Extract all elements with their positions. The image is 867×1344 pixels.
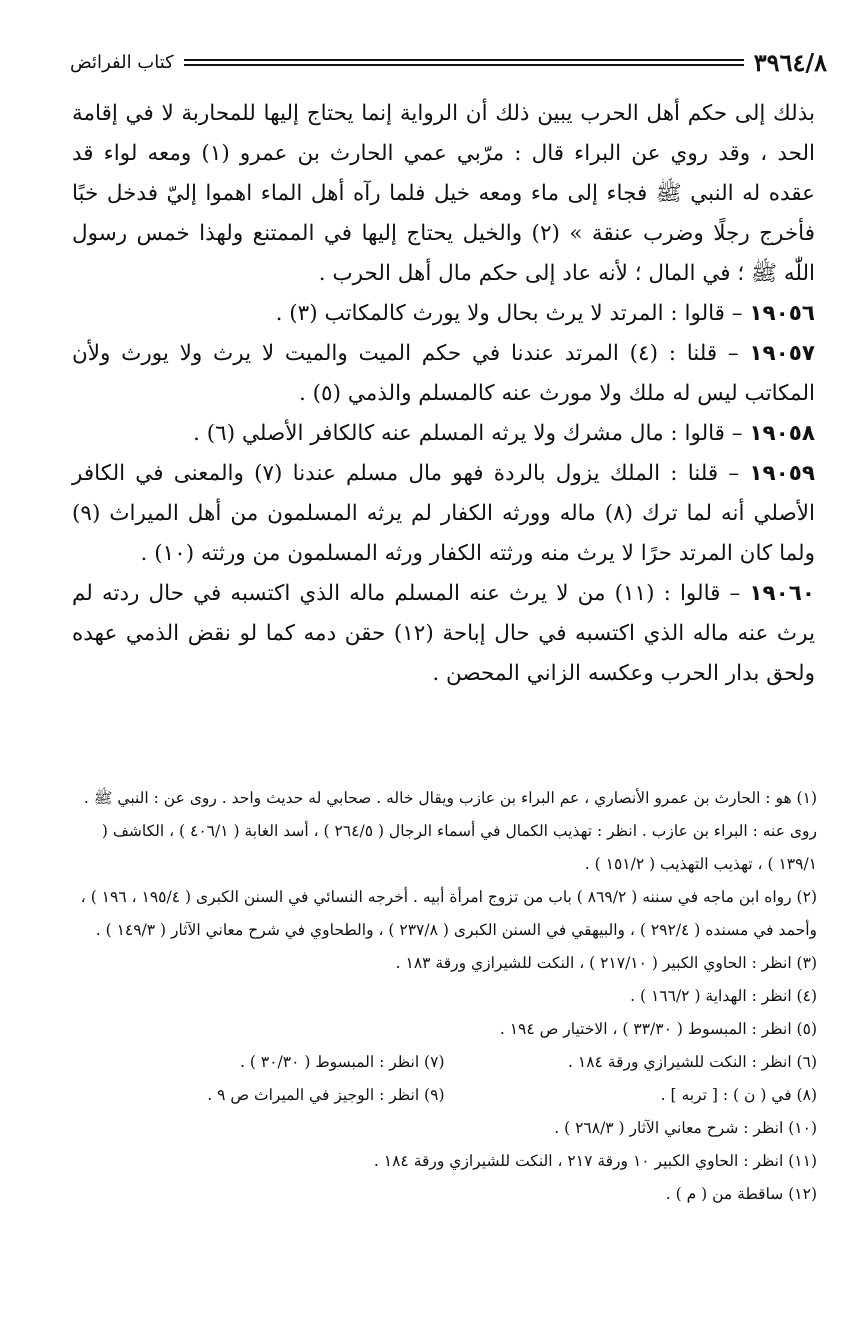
paragraph-number: ١٩٠٦٠ [749,581,815,606]
paragraph-19058 [72,414,815,454]
main-text [72,94,815,694]
paragraph-number: ١٩٠٥٩ [749,461,816,486]
paragraph-intro [72,94,815,294]
paragraph-text: – قالوا : المرتد لا يرث بحال ولا يورث كالمكاتب (٣) . [275,301,750,326]
paragraph-text: بذلك إلى حكم أهل الحرب يبين ذلك أن الرواية إنما يحتاج إليها للمحاربة لا في إقامة الحد ، وقد روي عن البراء قال : مرّبي عمي الحارث بن عمرو (١) ومعه لواء قد عقده له النبي ﷺ فجاء إلى ماء ومعه خيل فلما رآه أهل الماء اهموا إليّ فدخل خبًا فأخرج رجلًا وضرب عنقة » (٢) والخيل يحتاج إليها في الممتنع ولهذا خمس رسول اللّٰه ﷺ ؛ في المال ؛ لأنه عاد إلى حكم مال أهل الحرب . [72,101,816,286]
page-number: ٣٩٦٤/٨ [753,47,827,77]
footnote-9: (٩) انظر : الوجيز في الميراث ص ٩ . [207,1086,445,1104]
footnote-row [72,1079,817,1112]
paragraph-number: ١٩٠٥٧ [749,341,816,366]
paragraph-number: ١٩٠٥٦ [749,301,815,326]
footnote-6: (٦) انظر : النكت للشيرازي ورقة ١٨٤ . [568,1053,817,1071]
paragraph-19057 [72,334,815,414]
footnote-4: (٤) انظر : الهداية ( ١٦٦/٢ ) . [630,987,817,1005]
footnote-1: (١) هو : الحارث بن عمرو الأنصاري ، عم البراء بن عازب ويقال خاله . صحابي له حديث واحد . روى عن : النبي ﷺ . روى عنه : البراء بن عازب . انظر : تهذيب الكمال في أسماء الرجال ( ٢٦٤/٥ ) ، أسد الغابة ( ٤٠٦/١ ) ، الكاشف ( ١٣٩/١ ) ، تهذيب التهذيب ( ١٥١/٢ ) . [83,789,817,873]
paragraph-19059 [72,454,815,574]
footnotes [72,782,817,1211]
header-rule [184,59,744,66]
paragraph-text: – قلنا : (٤) المرتد عندنا في حكم الميت والميت لا يرث ولا يورث ولأن المكاتب ليس له ملك ولا مورث عنه كالمسلم والذمي (٥) . [72,341,815,406]
footnote-12: (١٢) ساقطة من ( م ) . [665,1185,817,1203]
paragraph-text: – قالوا : مال مشرك ولا يرثه المسلم عنه كالكافر الأصلي (٦) . [193,421,750,446]
paragraph-19060 [72,574,815,694]
footnote-7: (٧) انظر : المبسوط ( ٣٠/٣٠ ) . [240,1053,445,1071]
footnote-5: (٥) انظر : المبسوط ( ٣٣/٣٠ ) ، الاختيار ص ١٩٤ . [499,1020,817,1038]
paragraph-19056 [72,294,815,334]
paragraph-text: – قلنا : الملك يزول بالردة فهو مال مسلم عندنا (٧) والمعنى في الكافر الأصلي أنه لما ترك (٨) ماله وورثه الكفار لم يرثه المسلمون من أهل الميراث (٩) ولما كان المرتد حرًا لا يرث منه ورثته الكفار ورثه المسلمون من ورثته (١٠) . [72,461,815,566]
footnote-11: (١١) انظر : الحاوي الكبير ١٠ ورقة ٢١٧ ، النكت للشيرازي ورقة ١٨٤ . [373,1152,817,1170]
footnote-2: (٢) رواه ابن ماجه في سننه ( ٨٦٩/٢ ) باب من تزوج امرأة أبيه . أخرجه النسائي في السنن الكبرى ( ١٩٥/٤ ، ١٩٦ ) ، وأحمد في مسنده ( ٢٩٢/٤ ) ، والبيهقي في السنن الكبرى ( ٢٣٧/٨ ) ، والطحاوي في شرح معاني الآثار ( ١٤٩/٣ ) . [80,888,817,939]
footnote-10: (١٠) انظر : شرح معاني الآثار ( ٢٦٨/٣ ) . [554,1119,817,1137]
page-header [70,42,827,82]
footnote-8: (٨) في ( ن ) : [ تربه ] . [660,1086,817,1104]
book-title: كتاب الفرائض [70,51,174,73]
footnote-3: (٣) انظر : الحاوي الكبير ( ٢١٧/١٠ ) ، النكت للشيرازي ورقة ١٨٣ . [395,954,817,972]
paragraph-text: – قالوا : (١١) من لا يرث عنه المسلم ماله الذي اكتسبه في حال ردته لم يرث عنه ماله الذي اكتسبه في حال إباحة (١٢) حقن دمه كما لو نقض الذمي عهده ولحق بدار الحرب وعكسه الزاني المحصن . [72,581,815,686]
paragraph-number: ١٩٠٥٨ [749,421,815,446]
footnote-row [72,1046,817,1079]
